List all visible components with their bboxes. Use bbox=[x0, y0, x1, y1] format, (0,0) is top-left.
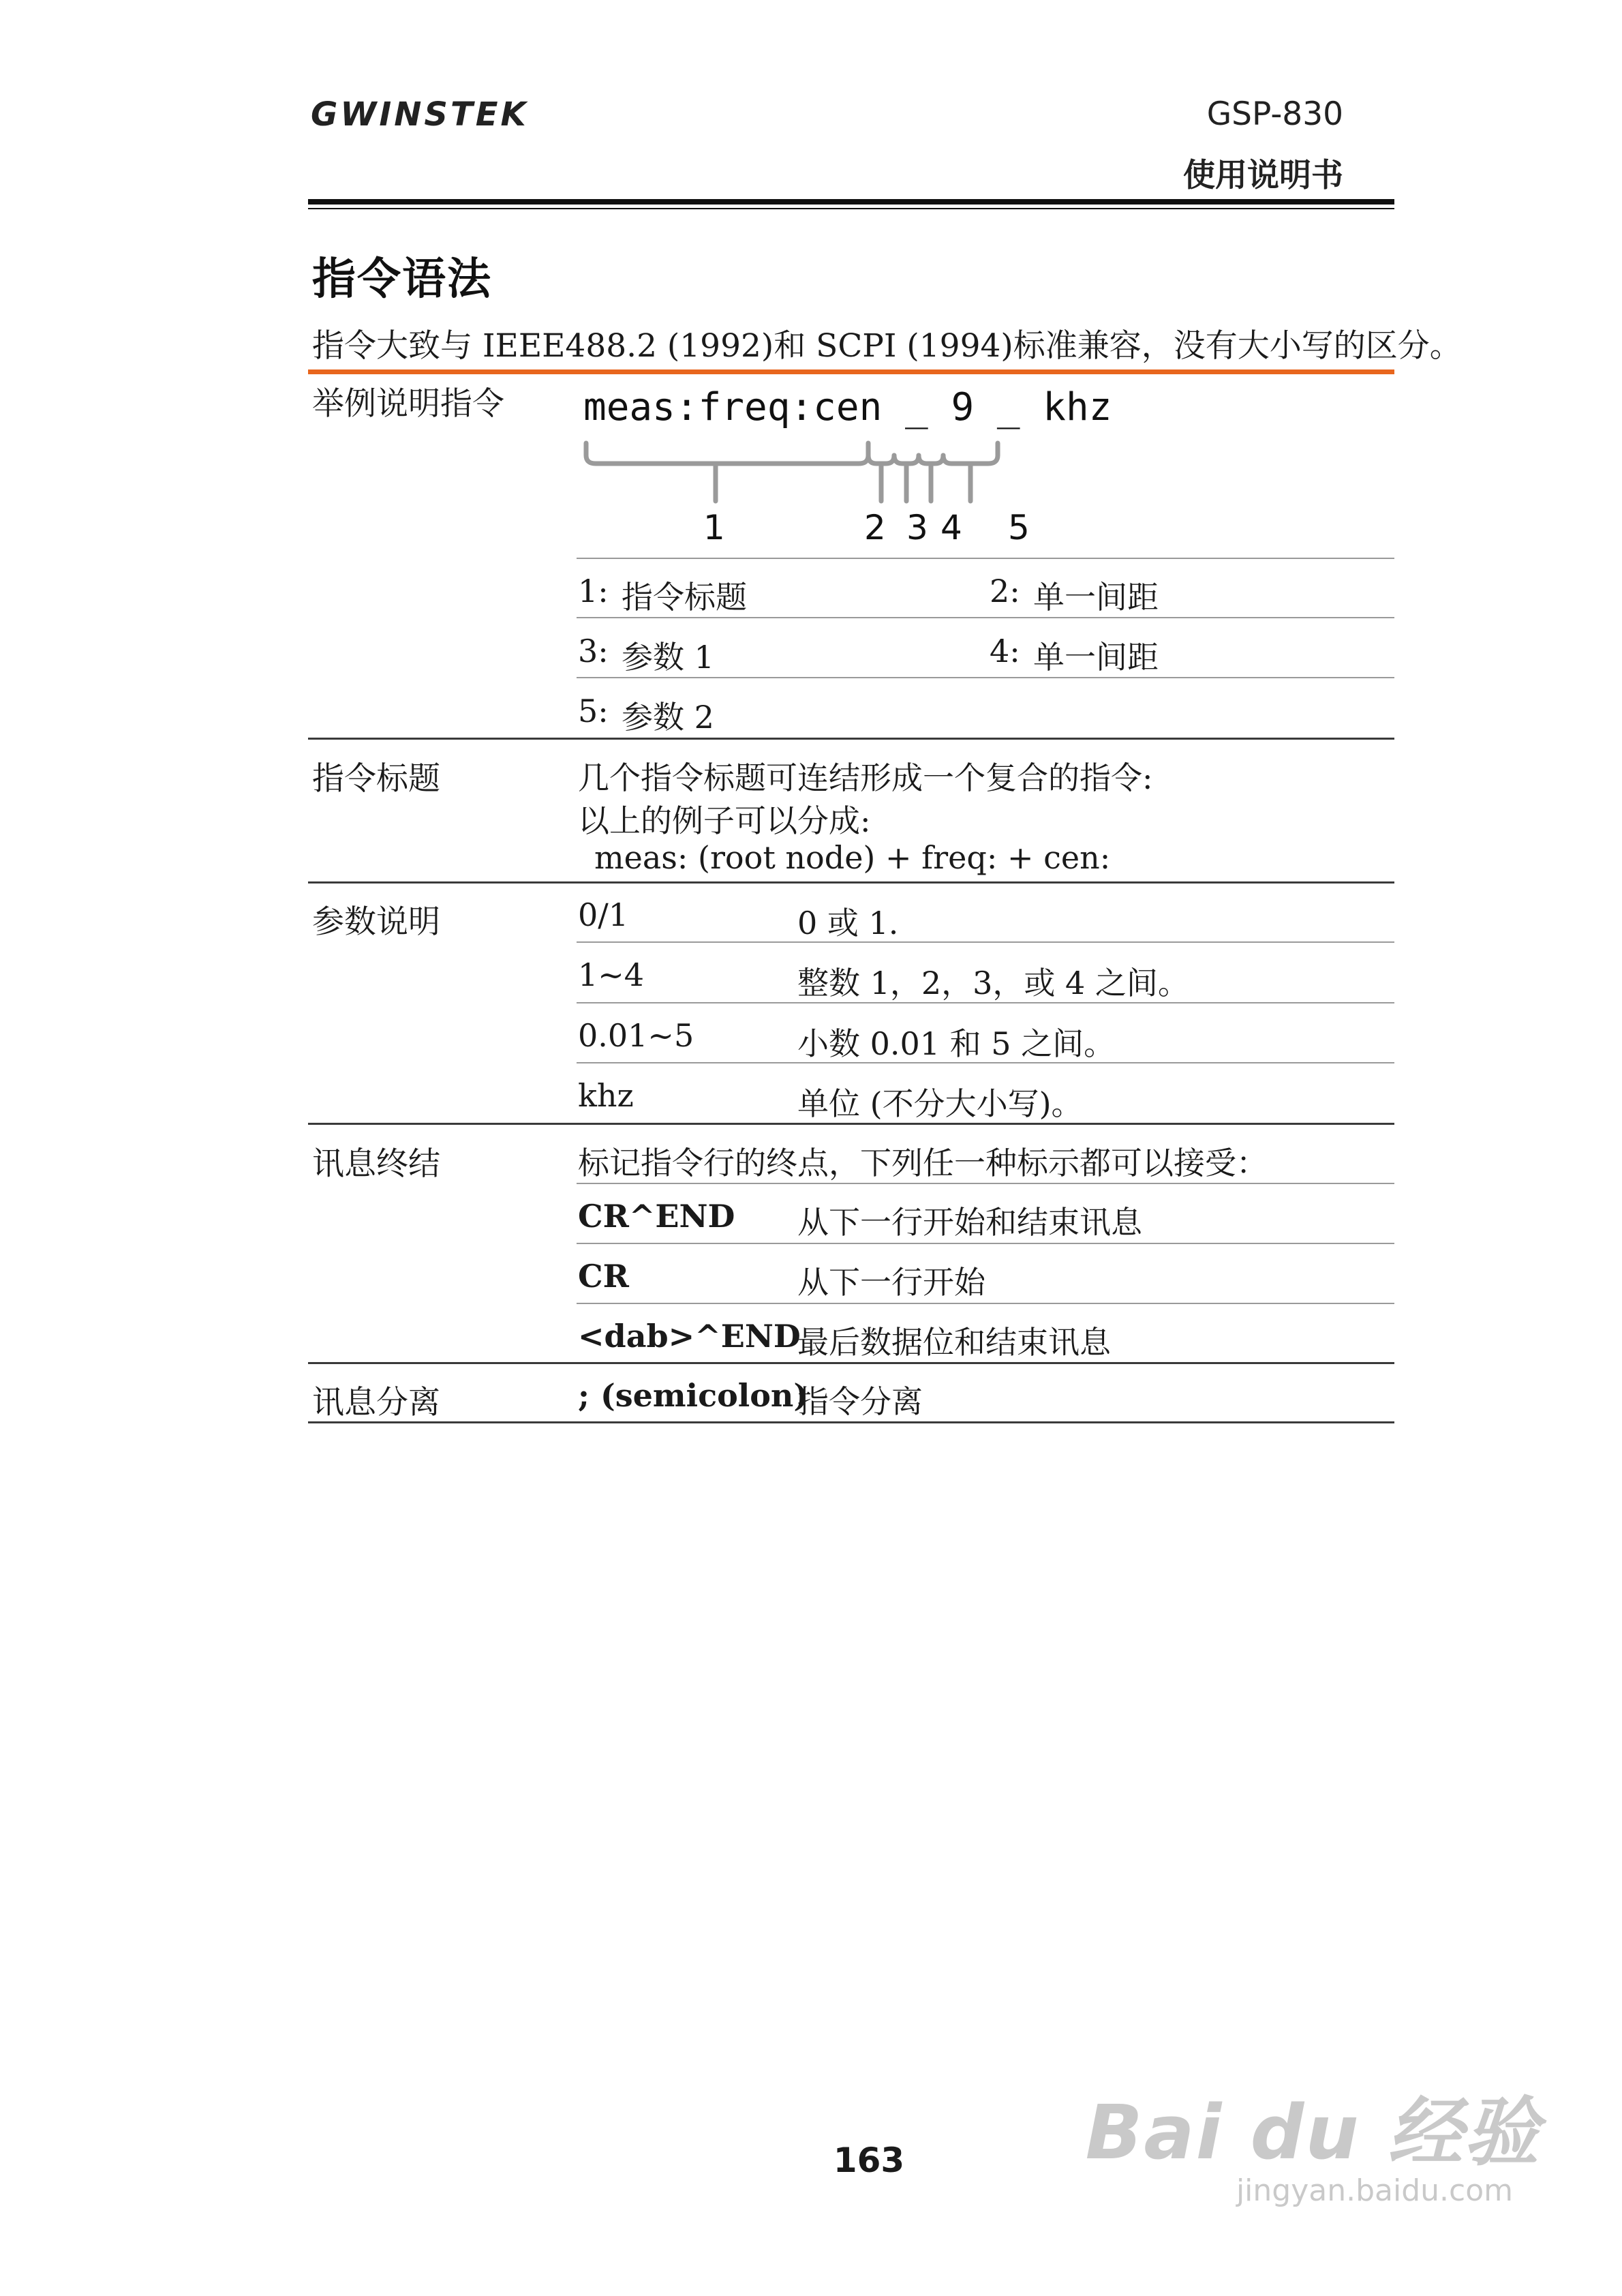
param-key: 0/1 bbox=[578, 896, 629, 933]
brand-logo: GWINSTEK bbox=[311, 95, 529, 134]
section-divider bbox=[308, 1421, 1394, 1423]
command-header-line-2: 以上的例子可以分成: bbox=[578, 802, 871, 839]
marker-4: 4 bbox=[940, 508, 962, 547]
separator-label: 讯息分离 bbox=[312, 1384, 440, 1421]
accent-rule bbox=[308, 369, 1394, 374]
marker-2: 2 bbox=[864, 508, 886, 547]
header-rule-thin bbox=[308, 208, 1394, 209]
example-label: 举例说明指令 bbox=[312, 385, 504, 423]
marker-1: 1 bbox=[703, 508, 725, 547]
brace-1 bbox=[586, 443, 868, 464]
terminator-key: <dab>^END bbox=[578, 1318, 801, 1355]
terminator-intro: 标记指令行的终点，下列任一种标示都可以接受： bbox=[578, 1145, 1268, 1181]
command-header-label: 指令标题 bbox=[312, 760, 440, 798]
param-key: khz bbox=[578, 1077, 634, 1114]
row-rule bbox=[577, 1002, 1394, 1003]
legend-4-num: 4: bbox=[990, 633, 1020, 669]
terminator-label: 讯息终结 bbox=[312, 1145, 440, 1183]
legend-5-num: 5: bbox=[578, 693, 609, 729]
section-divider bbox=[308, 881, 1394, 883]
legend-2-text: 单一间距 bbox=[1033, 579, 1159, 616]
watermark-url: jingyan.baidu.com bbox=[1236, 2173, 1513, 2208]
section-divider bbox=[308, 1362, 1394, 1364]
legend-3-text: 参数 1 bbox=[622, 639, 714, 676]
param-desc: 小数 0.01 和 5 之间。 bbox=[797, 1025, 1116, 1062]
terminator-key: CR bbox=[578, 1258, 629, 1295]
watermark-main: Bai du 经验 bbox=[1085, 2089, 1540, 2176]
row-rule bbox=[577, 1303, 1394, 1304]
command-header-line-3: meas: (root node) + freq: + cen: bbox=[594, 839, 1111, 876]
command-brace-diagram bbox=[572, 436, 1077, 511]
row-rule bbox=[577, 941, 1394, 943]
marker-3: 3 bbox=[906, 508, 928, 547]
param-key: 1~4 bbox=[578, 956, 645, 993]
legend-2-num: 2: bbox=[990, 573, 1020, 609]
section-divider bbox=[308, 738, 1394, 740]
model-name: GSP-830 bbox=[1206, 95, 1343, 133]
command-header-line-1: 几个指令标题可连结形成一个复合的指令: bbox=[578, 759, 1153, 796]
marker-5: 5 bbox=[1008, 508, 1030, 547]
terminator-desc: 从下一行开始 bbox=[797, 1264, 985, 1301]
row-rule bbox=[577, 1062, 1394, 1063]
legend-1-num: 1: bbox=[578, 573, 609, 609]
example-command: meas:freq:cen _ 9 _ khz bbox=[583, 385, 1112, 429]
legend-rule bbox=[577, 677, 1394, 678]
terminator-desc: 从下一行开始和结束讯息 bbox=[797, 1204, 1142, 1241]
row-rule bbox=[577, 1243, 1394, 1244]
legend-3-num: 3: bbox=[578, 633, 609, 669]
param-desc: 单位 (不分大小写)。 bbox=[797, 1085, 1083, 1122]
watermark bbox=[1086, 2072, 1540, 2208]
legend-rule bbox=[577, 558, 1394, 559]
section-title: 指令语法 bbox=[312, 254, 492, 305]
legend-5-text: 参数 2 bbox=[622, 699, 714, 736]
brace-5 bbox=[943, 443, 998, 464]
section-divider bbox=[308, 1123, 1394, 1125]
param-desc: 0 或 1. bbox=[797, 905, 899, 941]
page-number: 163 bbox=[833, 2141, 905, 2180]
manual-title: 使用说明书 bbox=[1183, 157, 1343, 194]
separator-desc: 指令分离 bbox=[797, 1383, 923, 1420]
legend-4-text: 单一间距 bbox=[1033, 639, 1159, 676]
params-label: 参数说明 bbox=[312, 903, 440, 941]
section-intro: 指令大致与 IEEE488.2 (1992)和 SCPI (1994)标准兼容，没有大小写的区分。 bbox=[312, 327, 1462, 365]
separator-key: ; (semicolon) bbox=[578, 1377, 809, 1414]
header-rule bbox=[308, 199, 1394, 205]
legend-1-text: 指令标题 bbox=[622, 579, 747, 616]
param-key: 0.01~5 bbox=[578, 1017, 694, 1054]
terminator-desc: 最后数据位和结束讯息 bbox=[797, 1324, 1111, 1361]
row-rule bbox=[577, 1183, 1394, 1184]
terminator-key: CR^END bbox=[578, 1198, 735, 1235]
param-desc: 整数 1，2，3，或 4 之间。 bbox=[797, 965, 1189, 1001]
legend-rule bbox=[577, 617, 1394, 618]
